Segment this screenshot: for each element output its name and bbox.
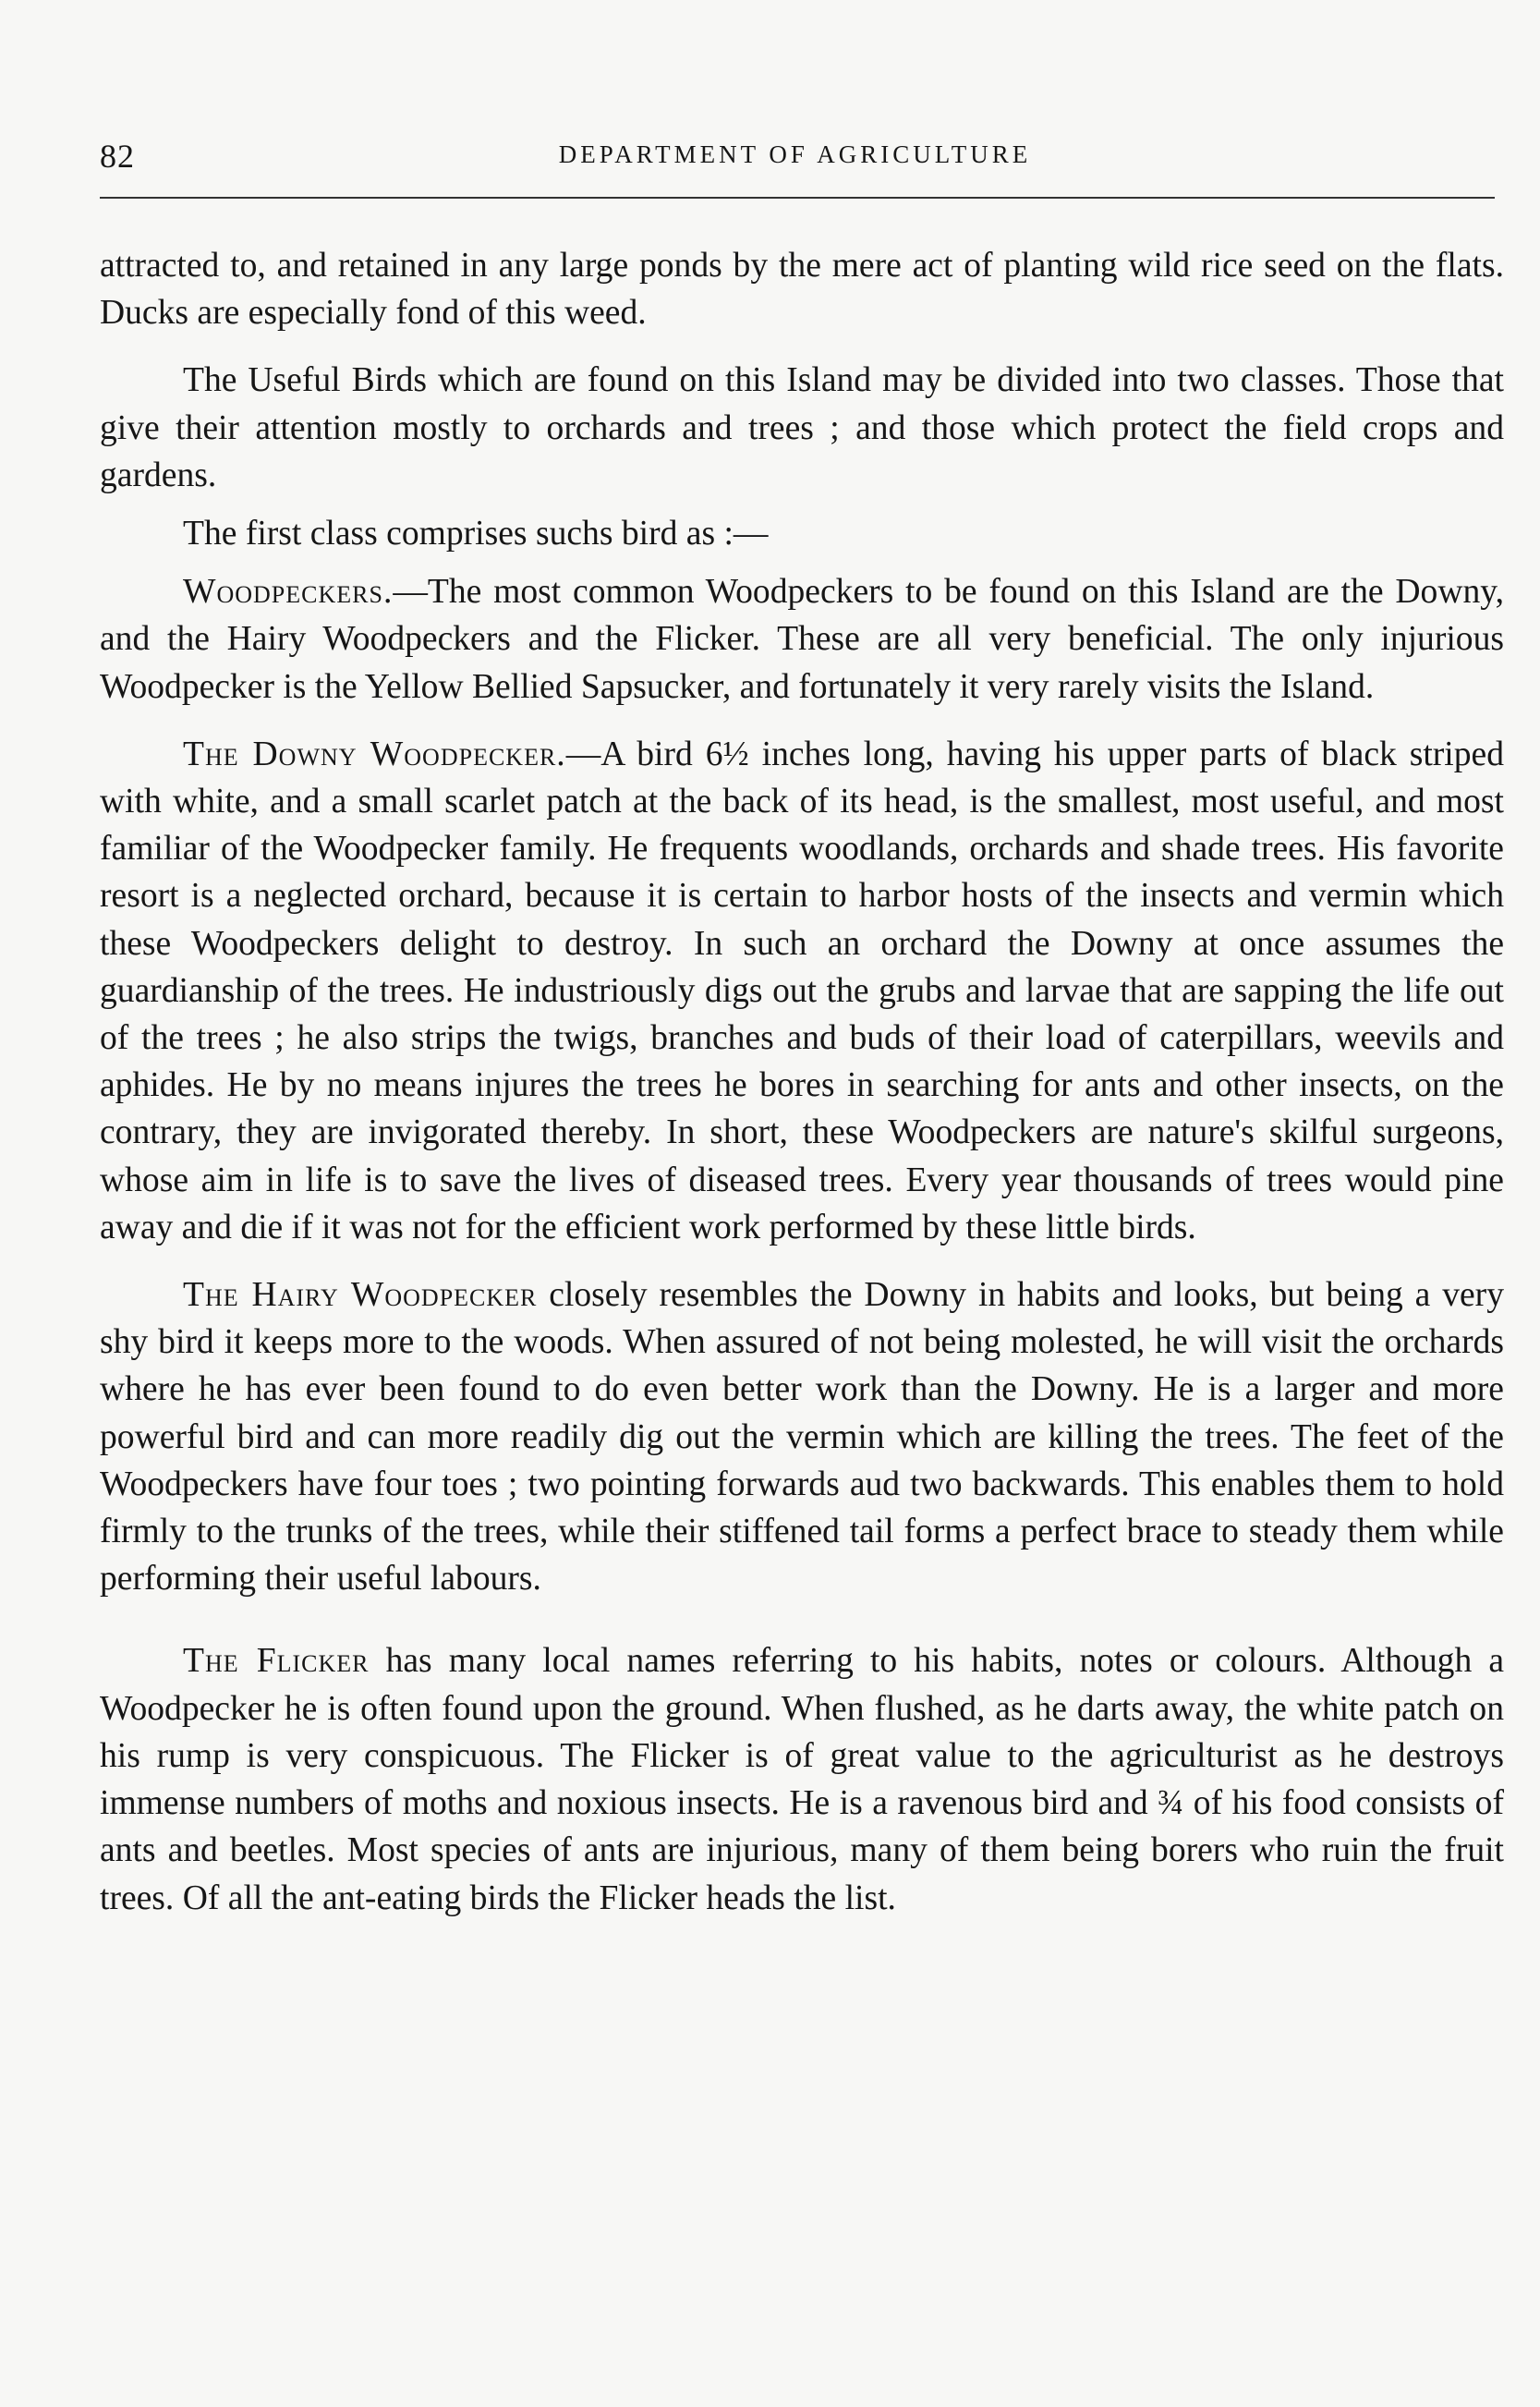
- section-lead-heading: The Hairy Woodpecker: [183, 1276, 538, 1315]
- section-lead-heading: The Flicker: [183, 1642, 370, 1681]
- page-number: 82: [100, 138, 135, 175]
- running-title: DEPARTMENT OF AGRICULTURE: [558, 140, 1032, 168]
- paragraph-text: The Useful Birds which are found on this Island may be divided into two classes. Those that give their attention mostly to orchards and trees ; and those which protect the field crops and gardens.: [100, 361, 1504, 494]
- body-text: [100, 242, 1504, 1922]
- paragraph-flicker: [100, 1637, 1504, 1921]
- page-header: [100, 137, 1490, 174]
- paragraph-downy-woodpecker: [100, 731, 1504, 1251]
- paragraph-text: closely resembles the Downy in habits and looks, but being a very shy bird it keeps more to the woods. When assured of not being molested, he will visit the orchards where he has ever been found to do even better work than the Downy. He is a larger and more powerful bird and can more readily dig out the vermin which are killing the trees. The feet of the Woodpeckers have four toes ; two pointing forwards aud two backwards. This enables them to hold firmly to the trunks of the trees, while their stiffened tail forms a perfect brace to steady them while performing their useful labours.: [100, 1276, 1504, 1599]
- paragraph-woodpeckers: [100, 568, 1504, 711]
- paragraph-text: The first class comprises suchs bird as :—: [183, 515, 769, 553]
- section-lead-heading: Woodpeckers.: [183, 573, 394, 612]
- section-lead-heading: The Downy Woodpecker.: [183, 735, 566, 773]
- paragraph-useful-birds: [100, 357, 1504, 499]
- header-divider: [100, 197, 1495, 199]
- paragraph-text: —The most common Woodpeckers to be found on this Island are the Downy, and the Hairy Woodpeckers and the Flicker. These are all very beneficial. The only injurious Woodpecker is the Yellow Bellied Sapsucker, and fortunately it very rarely visits the Island.: [100, 573, 1504, 706]
- paragraph-text: —A bird 6½ inches long, having his upper parts of black striped with white, and a small scarlet patch at the back of its head, is the smallest, most useful, and most familiar of the Woodpecker family. He frequents woodlands, orchards and shade trees. His favorite resort is a neglected orchard, because it is certain to harbor hosts of the insects and vermin which these Woodpeckers delight to destroy. In such an orchard the Downy at once assumes the guardianship of the trees. He industriously digs out the grubs and larvae that are sapping the life out of the trees ; he also strips the twigs, branches and buds of their load of caterpillars, weevils and aphides. He by no means injures the trees he bores in searching for ants and other insects, on the contrary, they are invigorated thereby. In short, these Woodpeckers are nature's skilful surgeons, whose aim in life is to save the lives of diseased trees. Every year thousands of trees would pine away and die if it was not for the efficient work performed by these little birds.: [100, 735, 1504, 1246]
- paragraph-continuation: [100, 242, 1504, 336]
- paragraph-text: attracted to, and retained in any large ponds by the mere act of planting wild rice seed on the flats. Ducks are especially fond of this weed.: [100, 247, 1504, 333]
- paragraph-hairy-woodpecker: [100, 1271, 1504, 1602]
- paragraph-first-class: [100, 510, 1504, 557]
- paragraph-text: has many local names referring to his habits, notes or colours. Although a Woodpecker he is often found upon the ground. When flushed, as he darts away, the white patch on his rump is very conspicuous. The Flicker is of great value to the agriculturist as he destroys immense numbers of moths and noxious insects. He is a ravenous bird and ¾ of his food consists of ants and beetles. Most species of ants are injurious, many of them being borers who ruin the fruit trees. Of all the ant-eating birds the Flicker heads the list.: [100, 1642, 1504, 1917]
